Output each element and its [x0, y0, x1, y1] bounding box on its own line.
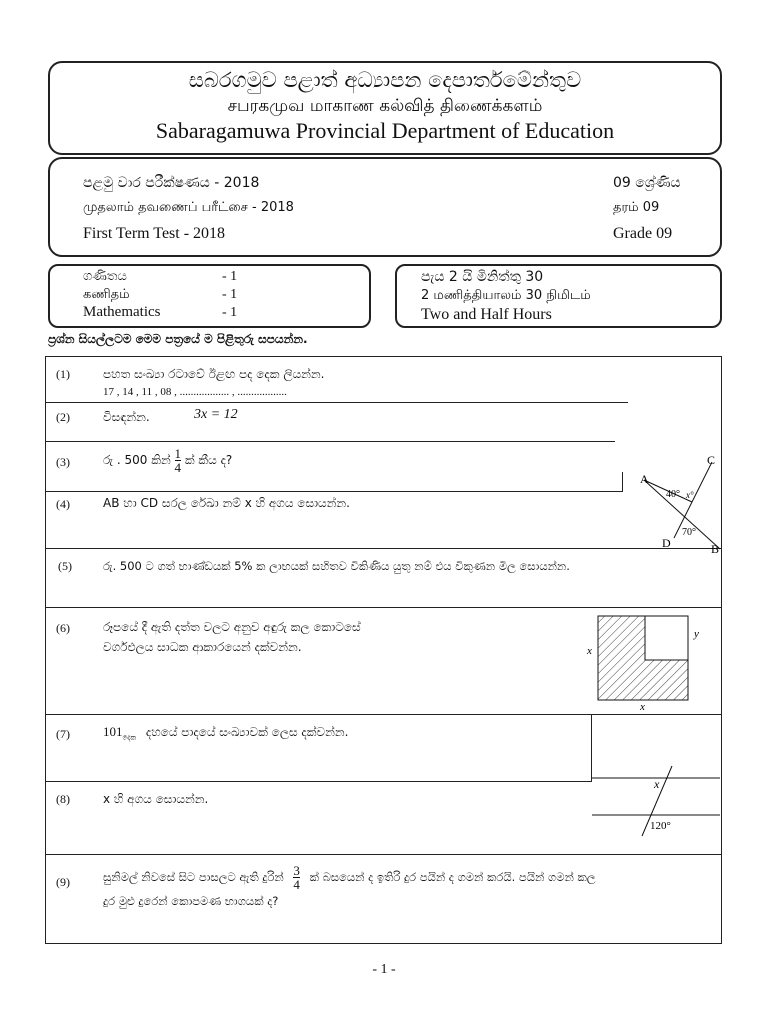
q9-line2: දුර මුළු දුරෙන් කොපමණ භාගයක් ද?: [103, 894, 279, 908]
q4-diagram: [628, 452, 728, 556]
q4-text: AB හා CD සරල රේඛා නම් x හි අගය සොයන්න.: [103, 496, 350, 510]
exam-tamil: முதலாம் தவணைப் பரீட்சை - 2018: [83, 200, 294, 215]
angle-x: x°: [686, 490, 694, 500]
duration-en: Two and Half Hours: [421, 306, 552, 323]
exam-english: First Term Test - 2018: [83, 225, 226, 242]
q6-line1: රූපයේ දී ඇති දත්ත වලට අනුව අඳුරු කල කොටසේ: [103, 620, 361, 634]
q3-frac-num: 1: [174, 446, 182, 461]
row-divider: [45, 781, 592, 782]
q1-text: පහත සංඛ්‍යා රටාවේ ඊළඟ පද දෙක ලියන්න.: [103, 367, 325, 381]
q1-number: (1): [56, 367, 70, 381]
subject-en: Mathematics: [83, 304, 161, 320]
q1-sequence: 17 , 14 , 11 , 08 , .................. , ..................: [103, 386, 287, 398]
paper-no-1: - 1: [222, 269, 238, 284]
q9-fraction: [293, 864, 300, 891]
q9-number: (9): [56, 875, 70, 889]
shaded-l-shape: [598, 616, 688, 700]
label-x-bottom: x: [640, 701, 645, 712]
header-tamil: சபரகமுவ மாகாண கல்வித் திணைக்களம்: [227, 96, 543, 116]
q8-text: x හි අගය සොයන්න.: [103, 792, 209, 806]
inner-square: [645, 616, 688, 660]
paper-no-3: - 1: [222, 305, 238, 320]
label-x-left: x: [587, 645, 592, 657]
duration-ta: 2 மணித்தியாலம் 30 நிமிடம்: [421, 288, 591, 303]
q9-post: ක් බසයෙන් ද ඉතිරි දුර පයින් ද ගමන් කරයි. පයින් ගමන් කල: [309, 870, 596, 884]
q3-post: ක් කීය ද?: [184, 453, 233, 467]
q3-pre: රු . 500 කින්: [103, 453, 171, 467]
grade-sinhala: 09 ශ්‍රේණිය: [613, 175, 681, 191]
q3-frac-den: 4: [174, 460, 182, 475]
q3-fraction: [175, 447, 182, 474]
row-divider: [45, 854, 722, 855]
exam-sinhala: පළමු වාර පරීක්ෂණය - 2018: [83, 175, 260, 191]
q2-text: විසඳන්න.: [103, 410, 150, 424]
q8-diagram: [592, 764, 720, 840]
instruction: ප්‍රශ්න සියල්ලටම මෙම පත්‍රයේ ම පිළිතුරු සපයන්න.: [48, 332, 308, 346]
q5-number: (5): [58, 559, 72, 573]
subject-si: ගණිතය: [83, 269, 127, 284]
q9-frac-den: 4: [293, 877, 300, 892]
q7-subscript: දෙක: [122, 733, 137, 742]
q4-number: (4): [56, 497, 70, 511]
q9-frac-num: 3: [293, 863, 300, 878]
label-c: C: [707, 453, 716, 467]
q2-number: (2): [56, 410, 70, 424]
duration-si: පැය 2 යි මිනිත්තු 30: [421, 269, 544, 285]
paper-no-2: - 1: [222, 287, 238, 302]
q9-text: [103, 864, 596, 891]
header-english: Sabaragamuwa Provincial Department of Education: [155, 118, 615, 143]
label-d: D: [662, 536, 671, 550]
q6-number: (6): [56, 621, 70, 635]
q4-divider: [622, 472, 623, 492]
grade-english: Grade 09: [613, 225, 673, 242]
line-ab: [644, 480, 720, 549]
angle-70: 70°: [682, 527, 696, 538]
row-divider: [45, 441, 615, 442]
q5-text: රු. 500 ට ගත් භාණ්ඩයක් 5% ක ලාභයක් සහිතව විකිණිය යුතු නම් එය විකුණන මිල සොයන්න.: [103, 559, 570, 573]
label-a: A: [640, 472, 649, 486]
row-divider: [45, 402, 628, 403]
label-y: y: [694, 628, 699, 640]
page-number: - 1 -: [372, 962, 396, 977]
subject-ta: கணிதம்: [83, 287, 130, 302]
q7-body: දහයේ පාදයේ සංඛ්‍යාවක් ලෙස දක්වන්න.: [145, 725, 349, 739]
grade-tamil: தரம் 09: [613, 200, 660, 215]
q7-base: 101: [103, 724, 123, 739]
q6-line2: වර්ගඵලය සාධක ආකාරයෙන් දක්වන්න.: [103, 640, 302, 654]
row-divider: [45, 714, 722, 715]
header-sinhala: සබරගමුව පළාත් අධ්‍යාපන දෙපාර්තමේන්තුව: [188, 68, 582, 92]
q7-number: (7): [56, 727, 70, 741]
label-x: x: [654, 777, 660, 791]
angle-120: 120°: [650, 820, 671, 832]
q6-diagram: [583, 612, 708, 712]
q9-pre: සුනිමල් නිවසේ සිට පාසලට ඇති දුරින්: [103, 870, 284, 884]
angle-40: 40°: [666, 489, 680, 500]
q7-text: [103, 724, 348, 742]
label-b: B: [711, 542, 720, 556]
q3-text: [103, 447, 232, 474]
row-divider: [45, 607, 722, 608]
row-divider: [45, 491, 623, 492]
q2-equation: 3x = 12: [194, 407, 238, 422]
q3-number: (3): [56, 455, 70, 469]
q8-number: (8): [56, 792, 70, 806]
row-divider: [45, 548, 722, 549]
